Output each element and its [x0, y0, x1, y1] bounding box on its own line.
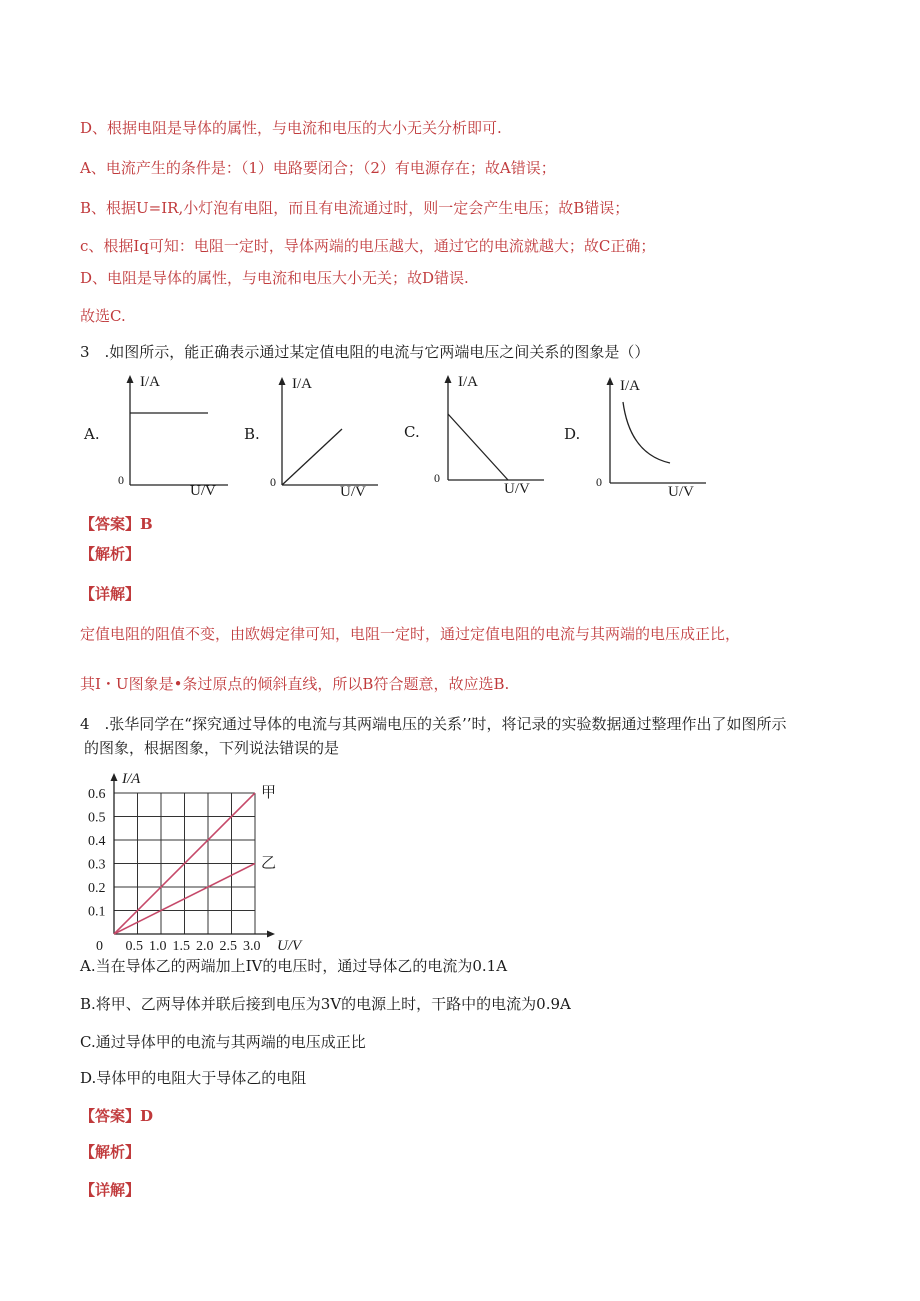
- x-tick-label: 2.0: [196, 939, 214, 954]
- q3-c-ylabel: I/A: [458, 374, 478, 390]
- y-tick-label: 0.6: [88, 787, 106, 802]
- q4-stem-1: 4 .张华同学在“探究通过导体的电流与其两端电压的关系’’时，将记录的实验数据通过整理作出了如图所示: [80, 715, 787, 733]
- y-tick-label: 0.4: [88, 834, 106, 849]
- text-line-c: c、根据Iq可知：电阻一定时，导体两端的电压越大，通过它的电流就越大；故C正确；: [80, 237, 656, 255]
- q4-stem-2: 的图象，根据图象，下列说法错误的是: [84, 739, 340, 757]
- text-line-d: D、电阻是导体的属性，与电流和电压大小无关；故D错误.: [80, 269, 469, 287]
- q4-detail-tag: 【详解】: [80, 1181, 141, 1199]
- q3-detail-tag: 【详解】: [80, 585, 141, 603]
- q3-c-xlabel: U/V: [504, 481, 530, 497]
- q4-answer: 【答案】D: [80, 1107, 154, 1125]
- iu-chart: [76, 762, 336, 958]
- x-tick-label: 2.5: [219, 939, 237, 954]
- x-tick-label: 1.5: [172, 939, 190, 954]
- y-tick-label: 0.3: [88, 857, 106, 873]
- text-line-a: A、电流产生的条件是：（1）电路要闭合；（2）有电源存在；故A错误；: [80, 159, 556, 177]
- q3-graph-d: [590, 372, 710, 502]
- y-tick-label: 0.1: [88, 904, 106, 920]
- q3-graph-a: [110, 370, 230, 500]
- y-tick-label: 0.2: [88, 881, 106, 896]
- x-axis-label: U/V: [277, 938, 302, 954]
- q3-stem: 3 .如图所示，能正确表示通过某定值电阻的电流与它两端电压之间关系的图象是（）: [80, 343, 650, 361]
- q3-b-origin: 0: [270, 475, 276, 489]
- q3-graph-b: [262, 372, 382, 502]
- q3-d-origin: 0: [596, 475, 602, 489]
- text-line-d-intro: D、根据电阻是导体的属性，与电流和电压的大小无关分析即可.: [80, 119, 502, 137]
- q4-option-c: C.通过导体甲的电流与其两端的电压成正比: [80, 1033, 366, 1051]
- text-line-conclusion: 故选C.: [80, 307, 126, 325]
- q3-a-ylabel: I/A: [140, 374, 160, 390]
- x-tick-label: 0.5: [125, 939, 143, 954]
- q3-b-ylabel: I/A: [292, 376, 312, 392]
- q3-option-d-label: D.: [564, 425, 581, 443]
- q3-d-xlabel: U/V: [668, 484, 694, 500]
- y-axis-label: I/A: [122, 771, 141, 787]
- q3-answer: 【答案】B: [80, 515, 153, 533]
- series-label: 乙: [261, 855, 277, 872]
- q3-graph-c: [428, 370, 548, 500]
- q4-option-a: A.当在导体乙的两端加上IV的电压时，通过导体乙的电流为0.1A: [80, 957, 508, 975]
- q3-explain-1: 定值电阻的阻值不变，由欧姆定律可知，电阻一定时，通过定值电阻的电流与其两端的电压成正比，: [80, 625, 741, 643]
- y-tick-label: 0.5: [88, 810, 106, 826]
- q3-a-origin: 0: [118, 473, 124, 487]
- q3-b-xlabel: U/V: [340, 484, 366, 500]
- q3-a-xlabel: U/V: [190, 483, 216, 499]
- q3-option-a-label: A.: [84, 425, 100, 443]
- x-axis-arrow: [267, 931, 275, 938]
- y-axis-arrow: [111, 773, 118, 781]
- x-tick-label: 1.0: [149, 939, 167, 954]
- q3-d-ylabel: I/A: [620, 378, 640, 394]
- q3-option-b-label: B.: [244, 425, 260, 443]
- q3-option-c-label: C.: [404, 423, 420, 441]
- series-label: 甲: [261, 785, 277, 801]
- q4-analysis-tag: 【解析】: [80, 1143, 141, 1161]
- q4-option-d: D.导体甲的电阻大于导体乙的电阻: [80, 1069, 307, 1087]
- q3-c-origin: 0: [434, 471, 440, 485]
- x-tick-label: 3.0: [243, 939, 261, 954]
- origin-label: 0: [96, 939, 103, 954]
- q3-analysis-tag: 【解析】: [80, 545, 141, 563]
- q3-explain-2: 其I・U图象是•条过原点的倾斜直线，所以B符合题意，故应选B.: [80, 675, 510, 693]
- text-line-b: B、根据U=IR,小灯泡有电阻，而且有电流通过时，则一定会产生电压；故B错误；: [80, 199, 630, 217]
- q4-option-b: B.将甲、乙两导体并联后接到电压为3V的电源上时，干路中的电流为0.9A: [80, 995, 571, 1013]
